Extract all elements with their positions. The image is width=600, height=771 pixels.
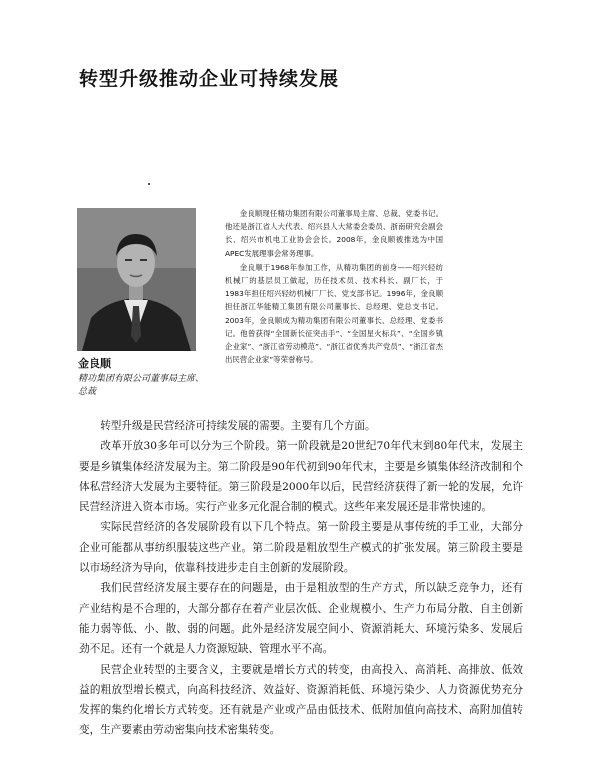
bio-paragraph: 金良顺现任精功集团有限公司董事局主席、总裁、党委书记。他还是浙江省人大代表、绍兴县人大常委会委员、浙南研究会副会长、绍兴市机电工业协会会长。2008年，金良顺被推选为中国APEC发展理事会常务理事。	[225, 209, 443, 258]
article-body	[79, 416, 523, 741]
bio-paragraph: 金良顺于1968年参加工作，从精功集团的前身——绍兴轻纺机械厂的基层员工做起，历任技术员、技术科长、副厂长，于1983年担任绍兴轻纺机械厂厂长、党支部书记。1996年，金良顺担任浙江华能精工集团有限公司董事长、总经理、党总支书记。2003年，金良顺成为精功集团有限公司董事长、总经理、党委书记。他曾获得“全国新长征突击手”、“全国星火标兵”、“全国乡镇企业家”、“浙江省劳动模范”、“浙江省优秀共产党员”、“浙江省杰出民营企业家”等荣誉称号。	[225, 262, 443, 365]
body-paragraph: 转型升级是民营经济可持续发展的需要。主要有几个方面。	[100, 420, 376, 432]
body-paragraph: 实际民营经济的各发展阶段有以下几个特点。第一阶段主要是从事传统的手工业，大部分企业可能都从事纺织服装这些产业。第二阶段是粗放型生产模式的扩张发展。第三阶段主要是以市场经济为导向，依靠科技进步走自主创新的发展阶段。	[79, 521, 523, 575]
portrait-illustration	[77, 208, 196, 351]
article-title: 转型升级推动企业可持续发展	[79, 68, 340, 90]
body-paragraph: 改革开放30多年可以分为三个阶段。第一阶段就是20世纪70年代末到80年代末，发展主要是乡镇集体经济发展为主。第二阶段是90年代初到90年代末，主要是乡镇集体经济改制和个体私营经济大发展为主要特征。第三阶段是2000年以后，民营经济获得了新一轮的发展，允许民营经济进入资本市场。实行产业多元化混合制的模式。这些年来发展还是非常快速的。	[79, 440, 523, 514]
profile-name: 金良顺	[78, 357, 111, 370]
body-paragraph: 民营企业转型的主要含义，主要就是增长方式的转变，由高投入、高消耗、高排放、低效益的粗放型增长模式，向高科技经济、效益好、资源消耗低、环境污染少、人力资源优势充分发挥的集约化增长方式转变。还有就是产业或产品由低技术、低附加值向高技术、高附加值转变，生产要素由劳动密集向技术密集转变。	[79, 663, 523, 737]
body-paragraph: 我们民营经济发展主要存在的问题是，由于是粗放型的生产方式，所以缺乏竞争力，还有产业结构是不合理的，大部分都存在着产业层次低、企业规模小、生产力布局分散、自主创新能力弱等低、小、散、弱的问题。此外是经济发展空间小、资源消耗大、环境污染多、发展后劲不足。还有一个就是人力资源短缺、管理水平不高。	[79, 582, 523, 656]
portrait-photo	[77, 208, 196, 351]
decorative-dot	[148, 183, 150, 185]
profile-caption: 精功集团有限公司董事局主席、总裁	[78, 374, 205, 397]
profile-bio	[225, 207, 443, 367]
